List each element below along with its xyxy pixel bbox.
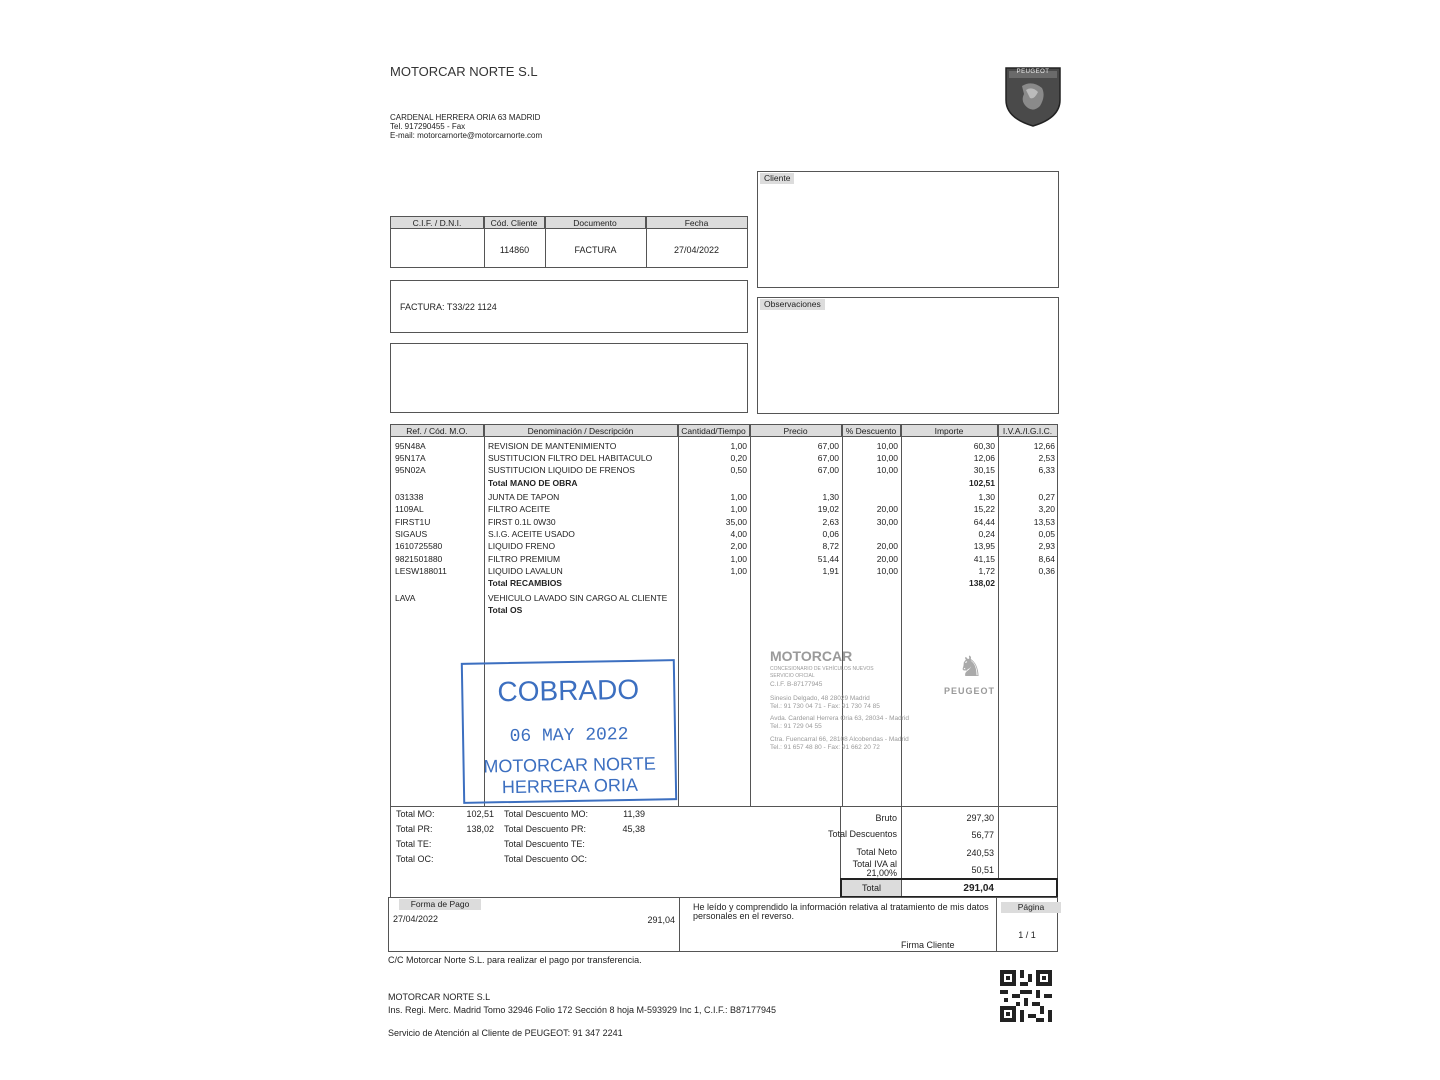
item-amount: 60,30: [973, 441, 995, 451]
item-description: Total RECAMBIOS: [488, 578, 562, 588]
doc-header-table: [390, 216, 748, 268]
footer-company-name: MOTORCAR NORTE S.L: [388, 992, 491, 1002]
client-box: [757, 171, 1059, 288]
dealer-stamp-name: MOTORCAR: [770, 648, 853, 664]
privacy-notice-2: personales en el reverso.: [693, 911, 795, 921]
item-description: REVISION DE MANTENIMIENTO: [488, 441, 617, 451]
dealer-stamp-cif: C.I.F. B-87177945: [770, 681, 823, 688]
bruto-label: Bruto: [875, 813, 897, 823]
doc-value-client-code: 114860: [499, 245, 530, 255]
net-value: 240,53: [966, 848, 994, 858]
company-email: E-mail: motorcarnorte@motorcarnorte.com: [390, 131, 543, 140]
discounts-label: Total Descuentos: [827, 829, 897, 839]
paid-stamp-title: COBRADO: [497, 673, 640, 708]
item-description: FILTRO ACEITE: [488, 504, 551, 514]
dealer-stamp-addr1: Sinesio Delgado, 48 28029 Madrid: [770, 695, 870, 702]
discount-type-label: Total Descuento TE:: [504, 839, 585, 849]
item-row: [391, 464, 1057, 476]
items-col-ref: Ref. / Cód. M.O.: [391, 425, 484, 437]
observations-label: Observaciones: [760, 299, 825, 310]
item-discount: 20,00: [876, 554, 898, 564]
item-description: S.I.G. ACEITE USADO: [488, 529, 575, 539]
dealer-stamp-addr2: Avda. Cardenal Herrera Oria 63, 28034 - Madrid: [770, 715, 909, 722]
discount-type-label: Total Descuento PR:: [504, 824, 587, 834]
items-col-price: Precio: [750, 425, 842, 437]
payment-box: [388, 897, 1058, 952]
item-price: 8,72: [822, 541, 839, 551]
privacy-notice-1: He leído y comprendido la información relativa al tratamiento de mis datos: [693, 902, 989, 912]
total-type-label: Total OC:: [396, 854, 434, 864]
dealer-stamp-tel3: Tel.: 91 657 48 80 - Fax: 91 662 20 72: [770, 744, 880, 751]
item-quantity: 0,20: [730, 453, 747, 463]
item-description: Total OS: [488, 605, 523, 615]
item-amount: 12,06: [973, 453, 995, 463]
item-price: 67,00: [817, 465, 839, 475]
discount-type-value: 45,38: [622, 824, 645, 834]
client-label: Cliente: [760, 173, 794, 184]
item-iva: 13,53: [1033, 517, 1055, 527]
item-ref: 1109AL: [395, 504, 424, 514]
iva-label-2: 21,00%: [866, 868, 897, 878]
dealer-stamp-tel2: Tel.: 91 729 04 55: [770, 723, 822, 730]
total-label: Total: [861, 883, 881, 893]
item-row: [391, 491, 1057, 503]
paid-stamp-line1: MOTORCAR NORTE: [483, 753, 656, 777]
item-iva: 0,05: [1038, 529, 1055, 539]
item-row: [391, 516, 1057, 528]
payment-amount: 291,04: [647, 915, 675, 925]
item-discount: 10,00: [876, 453, 898, 463]
item-price: 67,00: [817, 453, 839, 463]
item-iva: 0,27: [1038, 492, 1055, 502]
doc-col-document: Documento: [545, 217, 646, 229]
total-type-label: Total PR:: [396, 824, 433, 834]
item-iva: 3,20: [1038, 504, 1055, 514]
item-row: [391, 452, 1057, 464]
peugeot-logo: [1004, 66, 1062, 128]
totals-left: [391, 807, 651, 887]
item-row: [391, 503, 1057, 515]
item-row: [391, 528, 1057, 540]
item-discount: 10,00: [876, 465, 898, 475]
item-quantity: 1,00: [730, 492, 747, 502]
item-price: 19,02: [817, 504, 839, 514]
item-row: [391, 540, 1057, 552]
doc-col-date: Fecha: [646, 217, 747, 229]
item-description: JUNTA DE TAPON: [488, 492, 560, 502]
footer-service: Servicio de Atención al Cliente de PEUGEOT: 91 347 2241: [388, 1028, 623, 1038]
item-ref: 95N02A: [395, 465, 426, 475]
item-iva: 8,64: [1038, 554, 1055, 564]
item-quantity: 35,00: [725, 517, 747, 527]
paid-stamp: [461, 659, 677, 804]
total-type-value: 102,51: [466, 809, 494, 819]
dealer-stamp-sub1: CONCESIONARIO DE VEHÍCULOS NUEVOS: [770, 666, 874, 672]
item-description: SUSTITUCION LIQUIDO DE FRENOS: [488, 465, 635, 475]
item-ref: FIRST1U: [395, 517, 431, 527]
total-type-value: 138,02: [466, 824, 494, 834]
item-discount: 10,00: [876, 441, 898, 451]
dealer-stamp: [770, 648, 1010, 758]
items-col-amount: Importe: [901, 425, 998, 437]
net-label: Total Neto: [856, 847, 897, 857]
item-row: [391, 577, 1057, 589]
dealer-lion-icon: ♞: [958, 651, 984, 682]
total-value: 291,04: [963, 883, 994, 894]
total-type-label: Total MO:: [396, 809, 435, 819]
item-description: FILTRO PREMIUM: [488, 554, 561, 564]
totals-box: [390, 806, 1058, 898]
dealer-stamp-tel1: Tel.: 91 730 04 71 - Fax: 91 730 74 85: [770, 703, 880, 710]
items-col-desc: Denominación / Descripción: [484, 425, 678, 437]
company-name: MOTORCAR NORTE S.L: [390, 64, 538, 79]
item-row: [391, 565, 1057, 577]
paid-stamp-date: 06 MAY 2022: [509, 724, 629, 748]
item-row: [391, 592, 1057, 604]
item-price: 1,91: [822, 566, 839, 576]
item-quantity: 1,00: [730, 566, 747, 576]
item-discount: 30,00: [876, 517, 898, 527]
item-discount: 20,00: [876, 541, 898, 551]
item-amount: 15,22: [973, 504, 995, 514]
discount-type-label: Total Descuento OC:: [504, 854, 588, 864]
item-price: 1,30: [822, 492, 839, 502]
items-col-discount: % Descuento: [842, 425, 901, 437]
total-type-label: Total TE:: [396, 839, 432, 849]
observations-box: [757, 297, 1059, 414]
item-amount: 13,95: [973, 541, 995, 551]
item-price: 67,00: [817, 441, 839, 451]
items-col-qty: Cantidad/Tiempo: [678, 425, 750, 437]
item-price: 0,06: [822, 529, 839, 539]
company-address: CARDENAL HERRERA ORIA 63 MADRID: [390, 113, 541, 122]
paid-stamp-line2: HERRERA ORIA: [501, 774, 639, 798]
page-number: 1 / 1: [1018, 930, 1036, 940]
item-amount: 64,44: [973, 517, 995, 527]
item-price: 2,63: [822, 517, 839, 527]
total-cell: [840, 878, 1058, 898]
transfer-note: C/C Motorcar Norte S.L. para realizar el pago por transferencia.: [388, 955, 642, 965]
item-description: LIQUIDO FRENO: [488, 541, 556, 551]
payment-date: 27/04/2022: [393, 914, 439, 924]
item-discount: 10,00: [876, 566, 898, 576]
item-row: [391, 604, 1057, 616]
item-ref: 95N17A: [395, 453, 426, 463]
item-ref: SIGAUS: [395, 529, 428, 539]
item-iva: 2,93: [1038, 541, 1055, 551]
item-amount: 30,15: [973, 465, 995, 475]
iva-label-1: Total IVA al: [852, 859, 897, 869]
item-ref: LESW188011: [395, 566, 447, 576]
vehicle-info-box: [390, 343, 748, 413]
iva-value: 50,51: [971, 865, 994, 875]
discount-type-value: 11,39: [623, 809, 645, 819]
item-quantity: 1,00: [730, 441, 747, 451]
item-quantity: 1,00: [730, 504, 747, 514]
item-ref: 1610725580: [395, 541, 443, 551]
item-iva: 2,53: [1038, 453, 1055, 463]
dealer-stamp-brand: PEUGEOT: [944, 686, 996, 696]
footer-registry: Ins. Regi. Merc. Madrid Tomo 32946 Folio 172 Sección 8 hoja M-593929 Inc 1, C.I.F.: B87177945: [388, 1005, 777, 1015]
dealer-stamp-addr3: Ctra. Fuencarral 66, 28108 Alcobendas - Madrid: [770, 736, 909, 743]
peugeot-logo-text: PEUGEOT: [1016, 69, 1050, 75]
item-amount: 1,30: [978, 492, 995, 502]
company-tel: Tel. 917290455 - Fax: [390, 122, 466, 131]
bruto-value: 297,30: [966, 813, 994, 823]
item-amount: 41,15: [973, 554, 995, 564]
item-description: SUSTITUCION FILTRO DEL HABITACULO: [488, 453, 653, 463]
invoice-ref-box: [390, 280, 748, 333]
item-amount: 0,24: [978, 529, 995, 539]
item-price: 51,44: [817, 554, 839, 564]
item-iva: 0,36: [1038, 566, 1055, 576]
signature-label: Firma Cliente: [901, 940, 955, 950]
invoice-ref: FACTURA: T33/22 1124: [400, 302, 497, 312]
item-description: FIRST 0.1L 0W30: [488, 517, 556, 527]
doc-col-client-code: Cód. Cliente: [484, 217, 545, 229]
page-label: Página: [1001, 902, 1061, 913]
payment-label: Forma de Pago: [399, 899, 481, 910]
item-row: [391, 477, 1057, 489]
item-ref: 9821501880: [395, 554, 443, 564]
doc-value-date: 27/04/2022: [673, 245, 720, 255]
item-ref: LAVA: [395, 593, 416, 603]
item-amount: 102,51: [969, 478, 995, 488]
item-discount: 20,00: [876, 504, 898, 514]
doc-value-document: FACTURA: [574, 245, 617, 255]
item-amount: 1,72: [978, 566, 995, 576]
dealer-stamp-sub2: SERVICIO OFICIAL: [770, 673, 815, 679]
discounts-value: 56,77: [971, 830, 994, 840]
discount-type-label: Total Descuento MO:: [504, 809, 589, 819]
item-amount: 138,02: [969, 578, 995, 588]
item-quantity: 0,50: [730, 465, 747, 475]
item-row: [391, 440, 1057, 452]
item-description: LIQUIDO LAVALUN: [488, 566, 563, 576]
item-quantity: 4,00: [730, 529, 747, 539]
item-iva: 12,66: [1033, 441, 1055, 451]
item-ref: 031338: [395, 492, 424, 502]
item-quantity: 1,00: [730, 554, 747, 564]
item-description: VEHICULO LAVADO SIN CARGO AL CLIENTE: [488, 593, 668, 603]
doc-col-cif: C.I.F. / D.N.I.: [391, 217, 484, 229]
items-col-iva: I.V.A./I.G.I.C.: [998, 425, 1057, 437]
item-description: Total MANO DE OBRA: [488, 478, 578, 488]
qr-code: [1000, 970, 1052, 1022]
item-iva: 6,33: [1038, 465, 1055, 475]
item-row: [391, 553, 1057, 565]
item-quantity: 2,00: [730, 541, 747, 551]
item-ref: 95N48A: [395, 441, 426, 451]
